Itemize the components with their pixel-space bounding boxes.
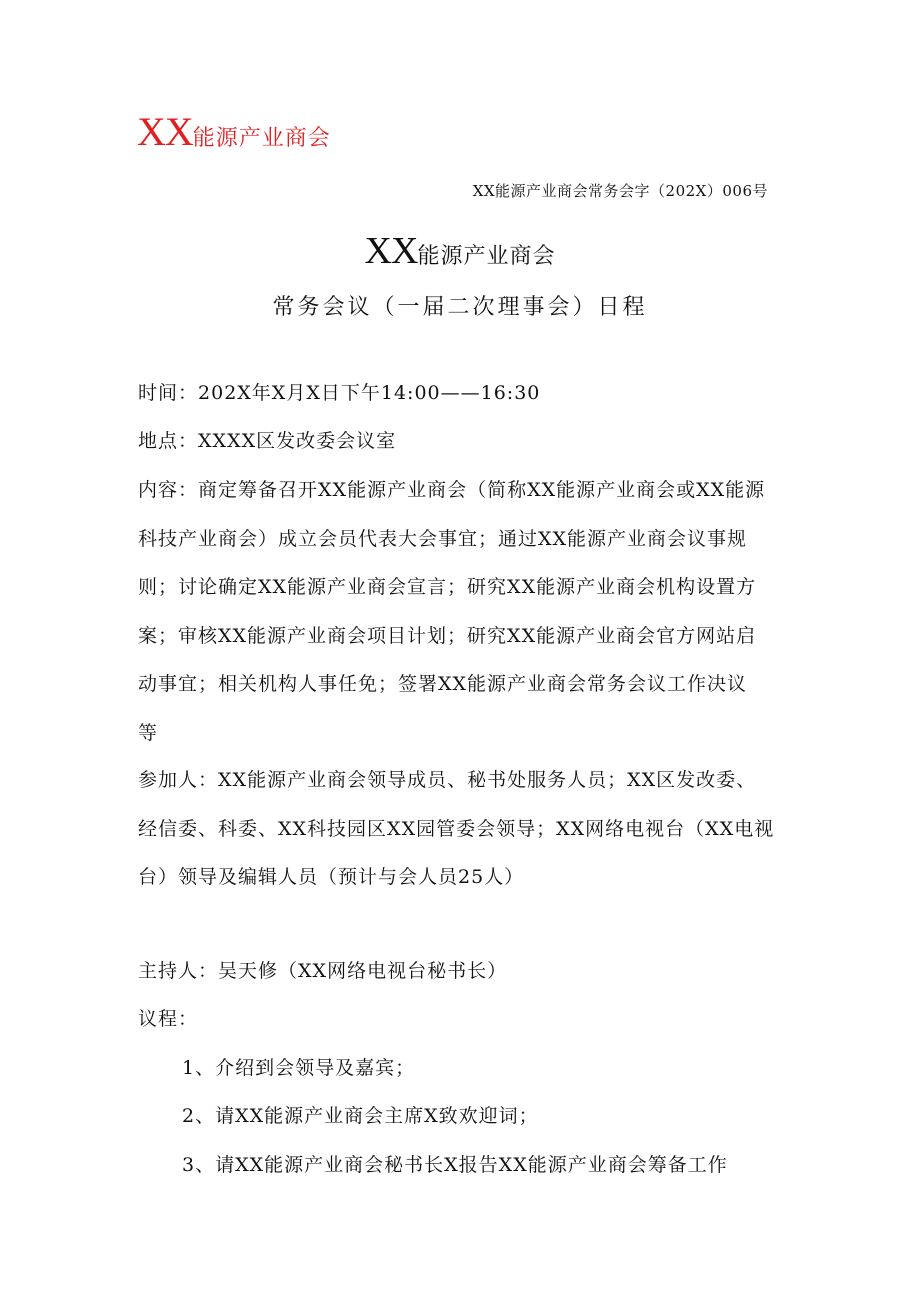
participants-line: 经信委、科委、XX科技园区XX园管委会领导；XX网络电视台（XX电视 bbox=[138, 817, 775, 840]
participants-line: XX能源产业商会领导成员、秘书处服务人员；XX区发改委、 bbox=[218, 769, 757, 791]
time-value: 202X年X月X日下午14:00——16:30 bbox=[198, 382, 541, 404]
participants-paragraph bbox=[138, 756, 788, 902]
content-line: 动事宜；相关机构人事任免；签署XX能源产业商会常务会议工作决议 bbox=[138, 673, 748, 695]
content-label: 内容： bbox=[138, 479, 199, 501]
host-value: 吴天修（XX网络电视台秘书长） bbox=[218, 960, 508, 982]
place-line bbox=[138, 417, 788, 466]
content-paragraph bbox=[138, 466, 788, 757]
letterhead bbox=[137, 109, 331, 154]
title-prefix: XX bbox=[364, 230, 418, 272]
place-value: XXXX区发改委会议室 bbox=[198, 430, 397, 452]
agenda-item: 1、介绍到会领导及嘉宾； bbox=[182, 1056, 416, 1079]
content-line: 案；审核XX能源产业商会项目计划；研究XX能源产业商会官方网站启 bbox=[138, 624, 757, 647]
content-line: 科技产业商会）成立会员代表大会事宜；通过XX能源产业商会议事规 bbox=[138, 527, 748, 550]
content-line: 商定筹备召开XX能源产业商会（简称XX能源产业商会或XX能源 bbox=[198, 479, 766, 501]
time-label: 时间： bbox=[138, 382, 199, 404]
document-subtitle: 常务会议（一届二次理事会）日程 bbox=[272, 295, 648, 320]
letterhead-prefix: XX bbox=[137, 109, 193, 154]
content-line: 等 bbox=[138, 721, 159, 744]
document-title bbox=[0, 232, 920, 270]
agenda-section bbox=[138, 995, 788, 1189]
content-line: 则；讨论确定XX能源产业商会宣言；研究XX能源产业商会机构设置方 bbox=[138, 576, 757, 598]
letterhead-name: 能源产业商会 bbox=[192, 126, 331, 151]
host-label: 主持人： bbox=[138, 960, 219, 982]
document-number: XX能源产业商会常务会字（202X）006号 bbox=[472, 182, 768, 200]
participants-line: 台）领导及编辑人员（预计与会人员25人） bbox=[138, 866, 525, 888]
title-org: 能源产业商会 bbox=[417, 244, 556, 269]
agenda-item: 3、请XX能源产业商会秘书长X报告XX能源产业商会筹备工作 bbox=[182, 1153, 728, 1176]
time-line bbox=[138, 369, 788, 418]
agenda-item: 2、请XX能源产业商会主席X致欢迎词； bbox=[182, 1105, 539, 1127]
participants-label: 参加人： bbox=[138, 769, 219, 791]
host-line bbox=[138, 947, 788, 996]
place-label: 地点： bbox=[138, 430, 199, 452]
agenda-label: 议程： bbox=[138, 1008, 199, 1030]
